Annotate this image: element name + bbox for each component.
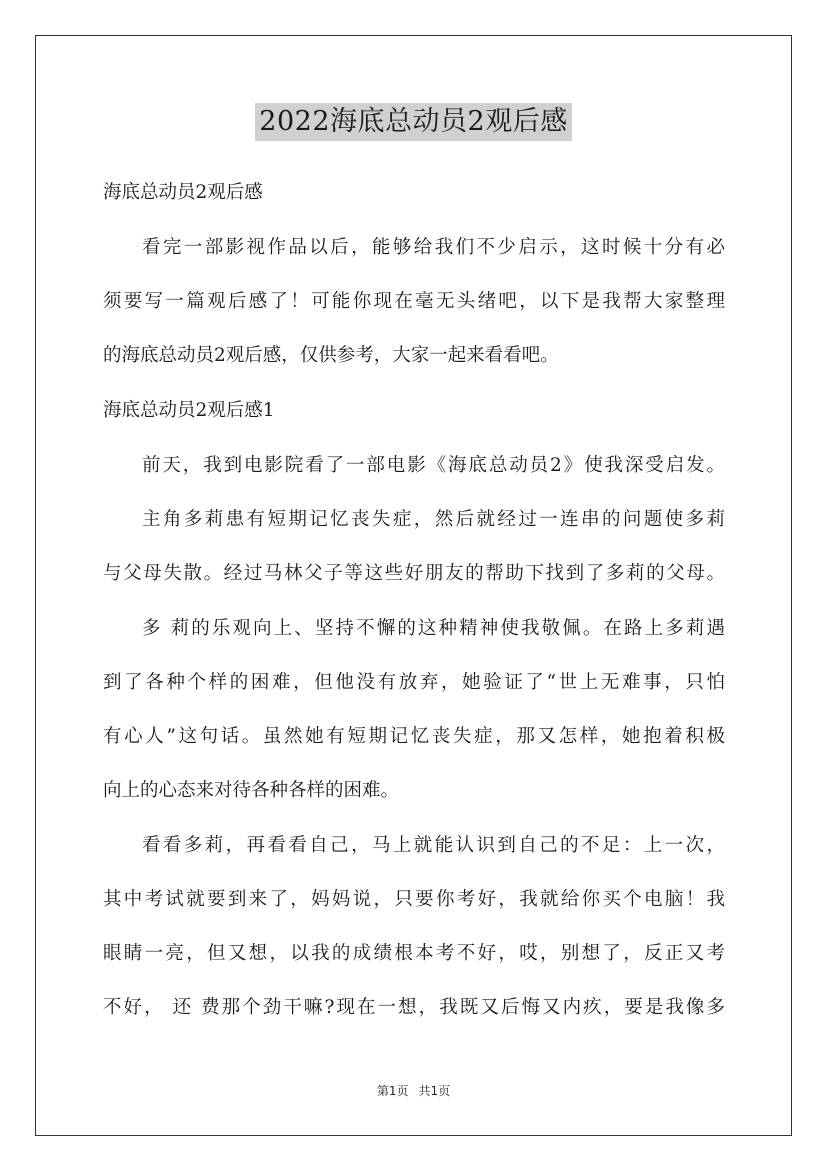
paragraph-line: 看看多莉，再看看自己，马上就能认识到自己的不足：上一次，	[142, 835, 725, 856]
paragraph-line: 其中考试就要到来了，妈妈说，只要你考好，我就给你买个电脑！我	[103, 889, 725, 910]
section-heading: 海底总动员2观后感	[103, 182, 263, 203]
paragraph-line: 的海底总动员2观后感，仅供参考，大家一起来看看吧。	[103, 345, 559, 366]
paragraph-line: 与父母失散。经过马林父子等这些好朋友的帮助下找到了多莉的父母。	[103, 563, 725, 584]
paragraph-line: 向上的心态来对待各种各样的困难。	[103, 780, 400, 801]
paragraph-line: 有心人”这句话。虽然她有短期记忆丧失症，那又怎样，她抱着积极	[103, 726, 725, 747]
paragraph-line: 多 莉的乐观向上、坚持不懈的这种精神使我敬佩。在路上多莉遇	[142, 618, 725, 639]
paragraph-line: 前天，我到电影院看了一部电影《海底总动员2》使我深受启发。	[142, 455, 725, 476]
paragraph-line: 须要写一篇观后感了！可能你现在毫无头绪吧，以下是我帮大家整理	[103, 291, 725, 312]
page-number-total: 共1页	[418, 1084, 451, 1098]
paragraph-line: 眼睛一亮，但又想，以我的成绩根本考不好，哎，别想了，反正又考	[103, 943, 725, 964]
page-number-current: 第1页	[376, 1084, 409, 1098]
section-heading: 海底总动员2观后感1	[103, 400, 275, 421]
paragraph-line: 看完一部影视作品以后，能够给我们不少启示，这时候十分有必	[142, 237, 725, 258]
page-footer	[0, 1082, 827, 1099]
document-title	[0, 103, 827, 141]
paragraph-line: 不好， 还 费那个劲干嘛?现在一想，我既又后悔又内疚，要是我像多	[103, 997, 725, 1018]
document-title-text: 2022海底总动员2观后感	[255, 103, 571, 141]
paragraph-line: 到了各种个样的困难，但他没有放弃，她验证了“世上无难事，只怕	[103, 672, 725, 693]
paragraph-line: 主角多莉患有短期记忆丧失症，然后就经过一连串的问题使多莉	[142, 509, 725, 530]
